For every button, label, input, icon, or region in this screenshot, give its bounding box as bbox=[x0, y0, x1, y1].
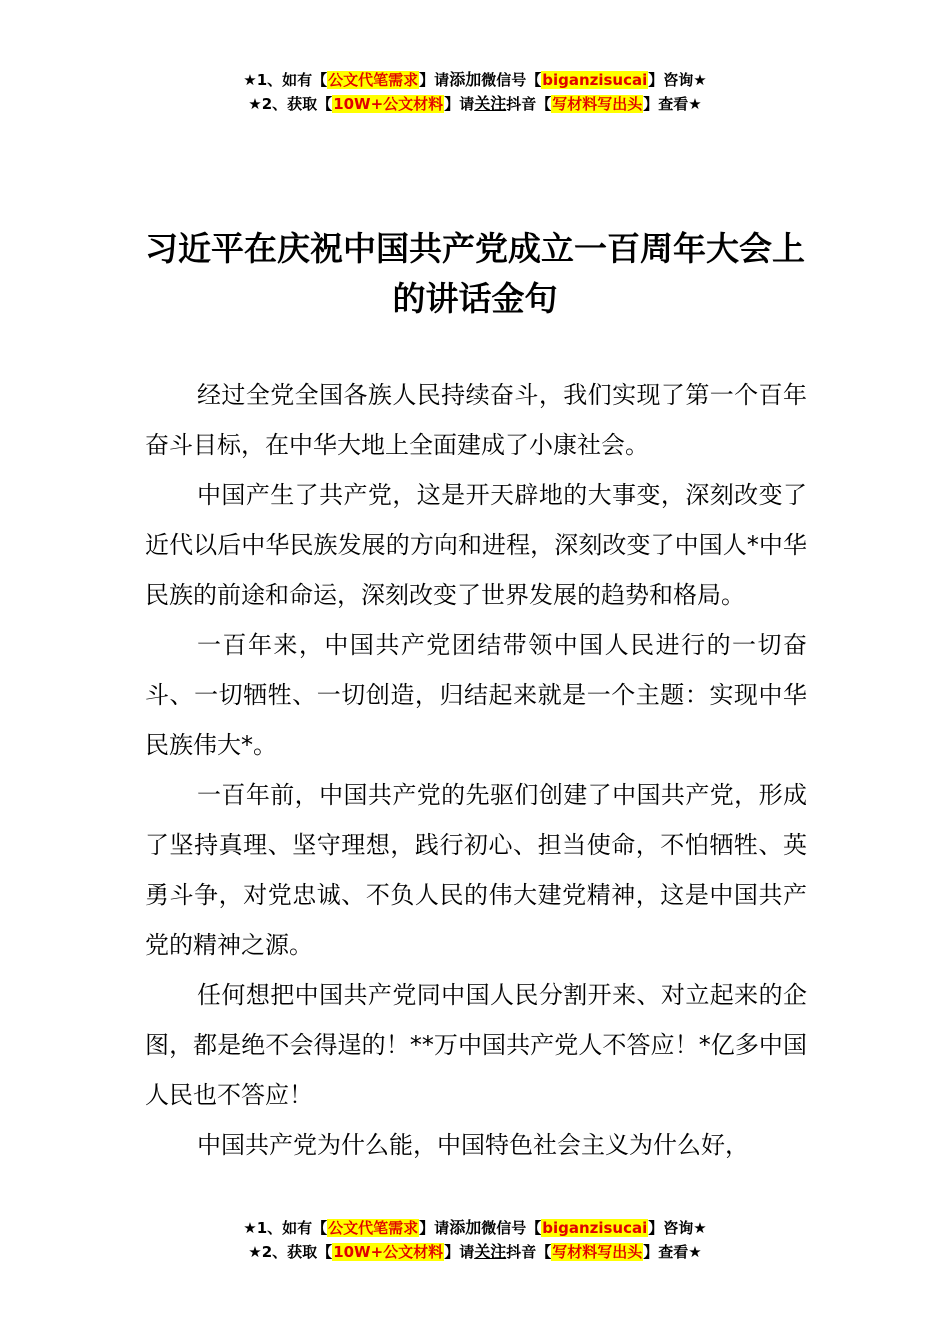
banner-line-1: ★1、如有【公文代笔需求】请添加微信号【biganzisucai】咨询★ bbox=[243, 1218, 707, 1237]
highlight-wechat-id: biganzisucai bbox=[542, 1219, 648, 1237]
banner-line-1: ★1、如有【公文代笔需求】请添加微信号【biganzisucai】咨询★ bbox=[243, 70, 707, 89]
highlight-materials: 10W+公文材料 bbox=[333, 95, 444, 113]
banner-line-2: ★2、获取【10W+公文材料】请关注抖音【写材料写出头】查看★ bbox=[248, 1242, 702, 1261]
highlight-materials: 10W+公文材料 bbox=[333, 1243, 444, 1261]
paragraph: 中国产生了共产党，这是开天辟地的大事变，深刻改变了近代以后中华民族发展的方向和进程，深刻改变了中国人*中华民族的前途和命运，深刻改变了世界发展的趋势和格局。 bbox=[145, 481, 807, 609]
banner-line-2: ★2、获取【10W+公文材料】请关注抖音【写材料写出头】查看★ bbox=[248, 94, 702, 113]
paragraph: 经过全党全国各族人民持续奋斗，我们实现了第一个百年奋斗目标，在中华大地上全面建成了小康社会。 bbox=[145, 381, 807, 459]
header-banner bbox=[0, 68, 950, 116]
document-title: 习近平在庆祝中国共产党成立一百周年大会上的讲话金句 bbox=[145, 229, 805, 318]
highlight-service: 公文代笔需求 bbox=[328, 71, 419, 89]
document-body bbox=[145, 370, 807, 1170]
highlight-douyin-account: 写材料写出头 bbox=[552, 1243, 643, 1261]
paragraph: 一百年来，中国共产党团结带领中国人民进行的一切奋斗、一切牺牲、一切创造，归结起来就是一个主题：实现中华民族伟大*。 bbox=[145, 631, 807, 759]
highlight-douyin-account: 写材料写出头 bbox=[552, 95, 643, 113]
paragraph: 一百年前，中国共产党的先驱们创建了中国共产党，形成了坚持真理、坚守理想，践行初心、担当使命，不怕牺牲、英勇斗争，对党忠诚、不负人民的伟大建党精神，这是中国共产党的精神之源。 bbox=[145, 781, 807, 959]
highlight-wechat-id: biganzisucai bbox=[542, 71, 648, 89]
highlight-service: 公文代笔需求 bbox=[328, 1219, 419, 1237]
footer-banner bbox=[0, 1216, 950, 1264]
paragraph: 中国共产党为什么能，中国特色社会主义为什么好， bbox=[197, 1131, 749, 1159]
paragraph: 任何想把中国共产党同中国人民分割开来、对立起来的企图，都是绝不会得逞的！**万中国共产党人不答应！*亿多中国人民也不答应！ bbox=[145, 981, 807, 1109]
